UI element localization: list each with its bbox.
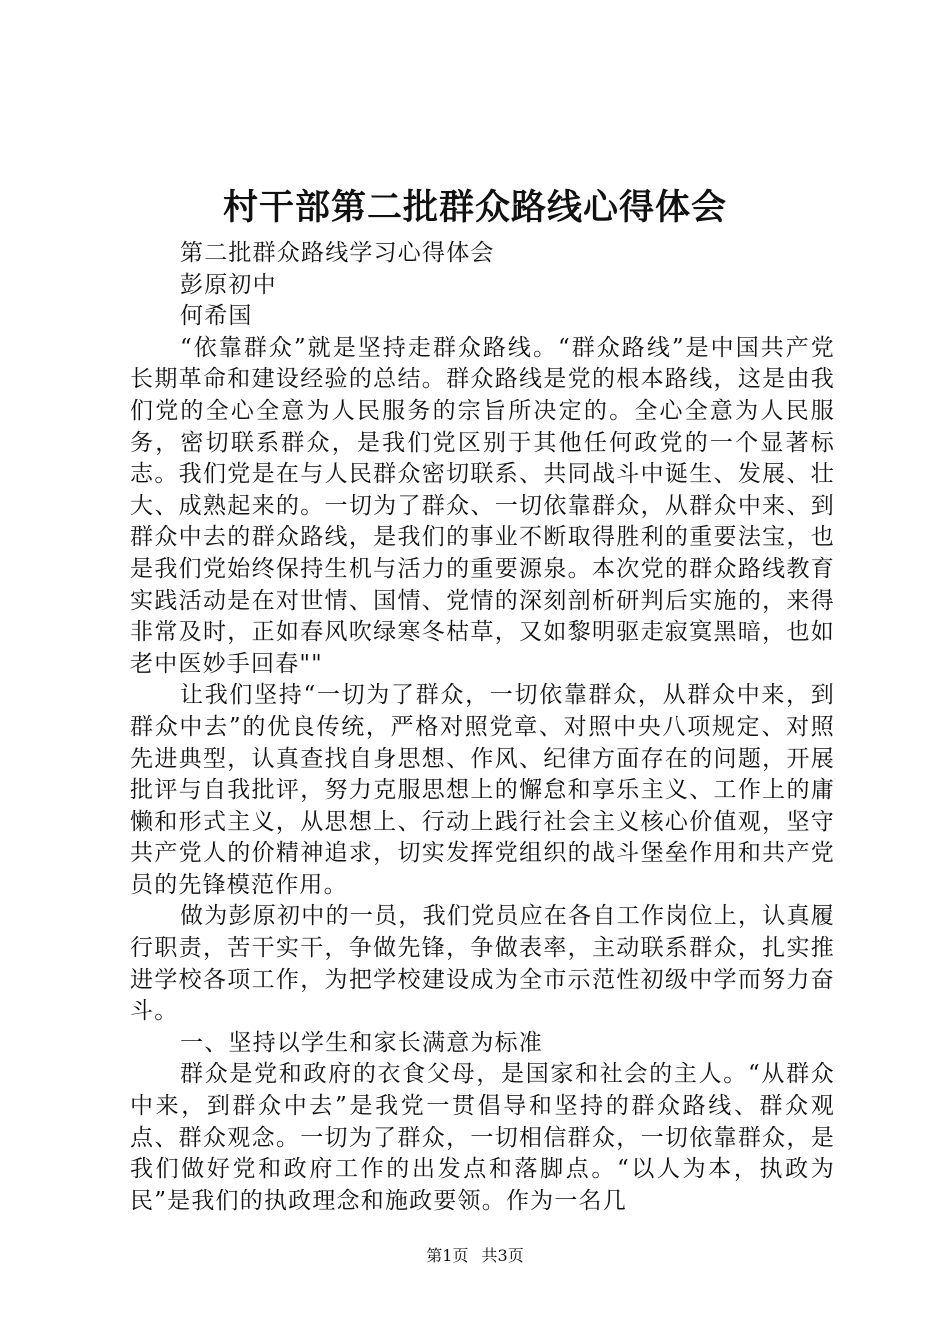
body-paragraph: 群众是党和政府的衣食父母，是国家和社会的主人。“从群众中来，到群众中去”是我党一贯倡导和坚持的群众路线、群众观点、群众观念。一切为了群众，一切相信群众，一切依靠群众，是我们做好党和政府工作的出发点和落脚点。“以人为本，执政为民”是我们的执政理念和施政要领。作为一名几 <box>130 1061 835 1214</box>
page-total: 共3页 <box>481 1246 524 1265</box>
document-title: 村干部第二批群众路线心得体会 <box>222 187 727 228</box>
document-body <box>130 238 835 1217</box>
school-name-paragraph: 彭原初中 <box>180 271 277 298</box>
body-paragraph: “依靠群众”就是坚持走群众路线。“群众路线”是中国共产党长期革命和建设经验的总结。群众路线是党的根本路线，这是由我们党的全心全意为人民服务的宗旨所决定的。全心全意为人民服务，密切联系群众，是我们党区别于其他任何政党的一个显著标志。我们党是在与人民群众密切联系、共同战斗中诞生、发展、壮大、成熟起来的。一切为了群众、一切依靠群众，从群众中来、到群众中去的群众路线，是我们的事业不断取得胜利的重要法宝，也是我们党始终保持生机与活力的重要源泉。本次党的群众路线教育实践活动是在对世情、国情、党情的深刻剖析研判后实施的，来得非常及时，正如春风吹绿寒冬枯草，又如黎明驱走寂寞黑暗，也如老中医妙手回春"" <box>130 334 835 677</box>
subtitle-paragraph: 第二批群众路线学习心得体会 <box>180 240 495 266</box>
body-paragraph: 做为彭原初中的一员，我们党员应在各自工作岗位上，认真履行职责，苦干实干，争做先锋，争做表率，主动联系群众，扎实推进学校各项工作，为把学校建设成为全市示范性初级中学而努力奋斗。 <box>130 903 835 1025</box>
author-name-paragraph: 何希国 <box>180 303 253 330</box>
page-footer <box>0 1244 950 1268</box>
page-number: 第1页 <box>426 1246 469 1265</box>
section-heading: 一、坚持以学生和家长满意为标准 <box>180 1029 543 1056</box>
body-paragraph: 让我们坚持“一切为了群众，一切依靠群众，从群众中来，到群众中去”的优良传统，严格对照党章、对照中央八项规定、对照先进典型，认真查找自身思想、作风、纪律方面存在的问题，开展批评与自我批评，努力克服思想上的懈怠和享乐主义、工作上的庸懒和形式主义，从思想上、行动上践行社会主义核心价值观，坚守共产党人的价精神追求，切实发挥党组织的战斗堡垒作用和共产党员的先锋模范作用。 <box>130 682 835 898</box>
